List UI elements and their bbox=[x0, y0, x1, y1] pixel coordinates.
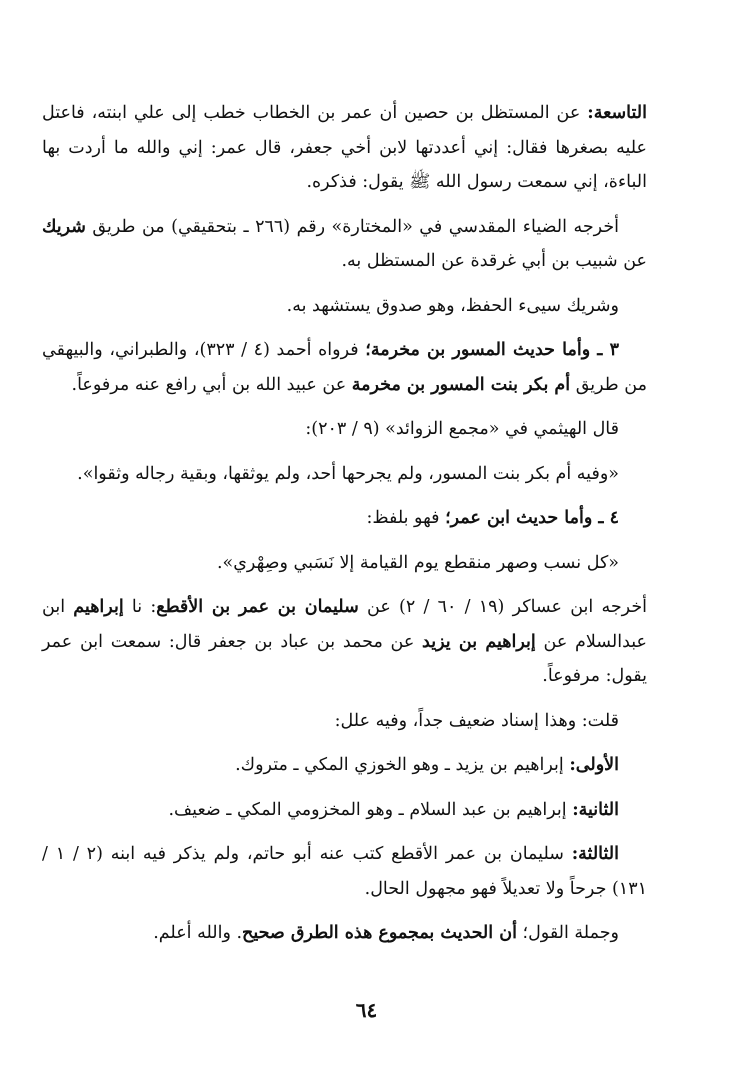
paragraph bbox=[42, 333, 647, 402]
text-segment: ابن عبدالسلام عن bbox=[42, 597, 647, 652]
bold-text-segment: الأولى: bbox=[569, 755, 619, 775]
paragraph bbox=[42, 457, 647, 492]
paragraph bbox=[42, 546, 647, 581]
text-segment: قال الهيثمي في «مجمع الزوائد» (٩ / ٢٠٣): bbox=[305, 419, 619, 439]
bold-text-segment: أن الحديث بمجموع هذه الطرق صحيح bbox=[242, 923, 517, 943]
text-segment: عن محمد بن عباد بن جعفر قال: سمعت ابن عمر يقول: مرفوعاً. bbox=[42, 631, 647, 686]
bold-text-segment: الثانية: bbox=[572, 799, 619, 820]
text-segment: عن شبيب بن أبي غرقدة عن المستظل به. bbox=[341, 251, 647, 271]
text-segment: عن عبيد الله بن أبي رافع عنه مرفوعاً. bbox=[71, 374, 352, 395]
bold-text-segment: شريك bbox=[42, 216, 86, 237]
text-segment: أخرجه الضياء المقدسي في «المختارة» رقم (٢٦٦ ـ بتحقيقي) من طريق bbox=[85, 216, 619, 237]
bold-text-segment: أم بكر بنت المسور بن مخرمة bbox=[351, 374, 571, 395]
text-segment: أخرجه ابن عساكر (١٩ / ٦٠ / ٢) عن bbox=[358, 597, 647, 617]
paragraph bbox=[42, 748, 647, 783]
bold-text-segment: الثالثة: bbox=[571, 844, 619, 864]
text-segment: «وفيه أم بكر بنت المسور، ولم يجرحها أحد، ولم يوثقها، وبقية رجاله وثقوا». bbox=[77, 463, 619, 484]
text-segment: «كل نسب وصهر منقطع يوم القيامة إلا نَسَبي وصِهْري». bbox=[216, 552, 619, 573]
paragraph bbox=[42, 793, 647, 828]
bold-text-segment: إبراهيم bbox=[73, 597, 124, 617]
text-segment: قلت: وهذا إسناد ضعيف جداً، وفيه علل: bbox=[334, 710, 619, 731]
paragraph bbox=[42, 289, 647, 324]
paragraph bbox=[42, 412, 647, 447]
paragraph bbox=[42, 96, 647, 200]
text-segment: إبراهيم بن عبد السلام ـ وهو المخزومي المكي ـ ضعيف. bbox=[168, 799, 573, 820]
paragraph bbox=[42, 837, 647, 906]
text-segment: فرواه أحمد (٤ / ٣٢٣)، والطبراني، والبيهقي من طريق bbox=[42, 340, 647, 395]
body-text bbox=[42, 96, 647, 951]
page-number: ٦٤ bbox=[355, 998, 378, 1022]
bold-text-segment: ٣ ـ وأما حديث المسور بن مخرمة؛ bbox=[365, 340, 619, 360]
text-segment: وشريك سيىء الحفظ، وهو صدوق يستشهد به. bbox=[286, 295, 619, 316]
text-segment: فهو بلفظ: bbox=[366, 508, 446, 528]
paragraph bbox=[42, 590, 647, 694]
paragraph bbox=[42, 916, 647, 951]
text-segment: عن المستظل بن حصين أن عمر بن الخطاب خطب إلى علي ابنته، فاعتل عليه بصغرها فقال: إني أعددتها لابن أخي جعفر، قال عمر: إني والله ما أردت بها الباءة، إني سمعت رسول الله ﷺ يقول: فذكره. bbox=[42, 103, 647, 192]
paragraph bbox=[42, 704, 647, 739]
paragraph bbox=[42, 501, 647, 536]
text-segment: إبراهيم بن يزيد ـ وهو الخوزي المكي ـ متروك. bbox=[235, 755, 570, 775]
text-segment: : نا bbox=[123, 597, 157, 617]
bold-text-segment: التاسعة: bbox=[587, 103, 647, 123]
bold-text-segment: سليمان بن عمر بن الأقطع bbox=[156, 597, 359, 617]
text-segment: وجملة القول؛ bbox=[516, 923, 619, 943]
bold-text-segment: ٤ ـ وأما حديث ابن عمر؛ bbox=[445, 508, 619, 528]
text-segment: . والله أعلم. bbox=[153, 923, 243, 943]
text-segment: سليمان بن عمر الأقطع كتب عنه أبو حاتم، ولم يذكر فيه ابنه (٢ / ١ / ١٣١) جرحاً ولا تعديلاً فهو مجهول الحال. bbox=[42, 844, 647, 899]
paragraph bbox=[42, 210, 647, 279]
bold-text-segment: إبراهيم بن يزيد bbox=[422, 631, 536, 652]
